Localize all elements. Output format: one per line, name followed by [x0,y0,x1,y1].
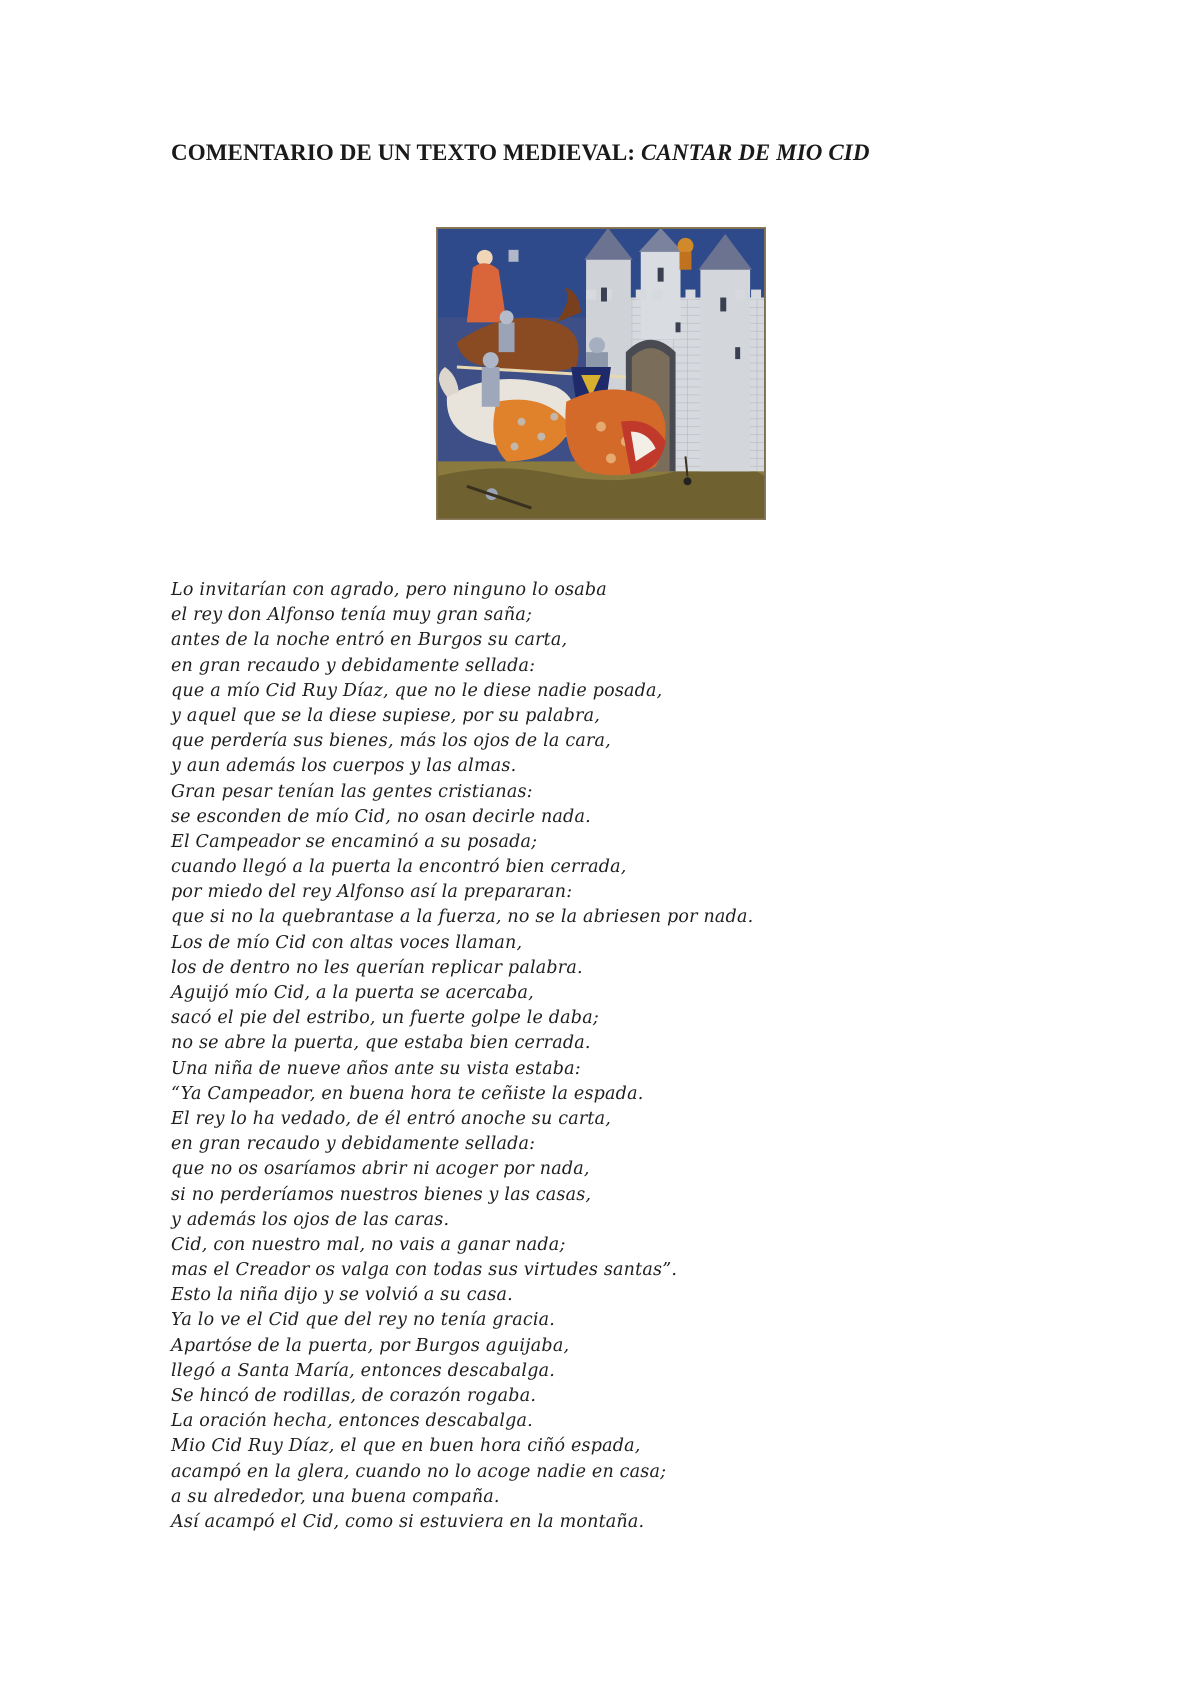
poem-line: a su alrededor, una buena compaña. [171,1486,500,1507]
title-work: CANTAR DE MIO CID [640,140,870,165]
poem-line: mas el Creador os valga con todas sus virtudes santas”. [171,1260,678,1281]
poem-line: que si no la quebrantase a la fuerza, no se la abriesen por nada. [171,907,754,928]
poem-line: Cid, con nuestro mal, no vais a ganar nada; [171,1234,566,1255]
poem-line: Esto la niña dijo y se volvió a su casa. [171,1285,513,1306]
poem-line: por miedo del rey Alfonso así la prepararan: [171,882,573,903]
poem-line: El rey lo ha vedado, de él entró anoche su carta, [171,1108,612,1129]
poem-line: que no os osaríamos abrir ni acoger por nada, [171,1159,590,1180]
poem-line: que a mío Cid Ruy Díaz, que no le diese nadie posada, [171,680,663,701]
poem-line: si no perderíamos nuestros bienes y las casas, [171,1184,592,1205]
poem-line: el rey don Alfonso tenía muy gran saña; [171,605,533,626]
poem-line: en gran recaudo y debidamente sellada: [171,655,536,676]
title-prefix: COMENTARIO DE UN TEXTO MEDIEVAL: [171,140,641,165]
poem-line: Aguijó mío Cid, a la puerta se acercaba, [171,983,534,1003]
poem-line: “Ya Campeador, en buena hora te ceñiste la espada. [171,1083,644,1104]
poem-line: Los de mío Cid con altas voces llaman, [171,932,523,953]
poem-line: Se hincó de rodillas, de corazón rogaba. [171,1386,537,1406]
page-title [171,140,1071,166]
poem-line: acampó en la glera, cuando no lo acoge nadie en casa; [171,1461,667,1482]
medieval-miniature-knights-castle-icon [436,227,766,520]
poem-line: antes de la noche entró en Burgos su carta, [171,630,568,651]
poem-line: La oración hecha, entonces descabalga. [171,1411,533,1432]
poem-line: Apartóse de la puerta, por Burgos aguijaba, [171,1335,570,1356]
poem-line: en gran recaudo y debidamente sellada: [171,1134,536,1155]
poem-line: y además los ojos de las caras. [171,1209,450,1230]
poem-line: Una niña de nueve años ante su vista estaba: [171,1058,581,1079]
poem-line: llegó a Santa María, entonces descabalga. [171,1360,556,1381]
poem-line: Mio Cid Ruy Díaz, el que en buen hora ciñó espada, [171,1436,641,1457]
poem-line: cuando llegó a la puerta la encontró bien cerrada, [171,857,627,878]
poem-line: que perdería sus bienes, más los ojos de la cara, [171,731,611,752]
poem-line: Gran pesar tenían las gentes cristianas: [171,781,533,802]
poem-line: no se abre la puerta, que estaba bien cerrada. [171,1033,591,1054]
poem-line: y aun además los cuerpos y las almas. [171,756,517,777]
poem-line: sacó el pie del estribo, un fuerte golpe le daba; [171,1008,599,1029]
poem-line: Ya lo ve el Cid que del rey no tenía gracia. [171,1310,556,1331]
poem-line: Lo invitarían con agrado, pero ninguno lo osaba [171,580,607,600]
poem-line: El Campeador se encaminó a su posada; [171,831,538,852]
poem-line: y aquel que se la diese supiese, por su palabra, [171,705,600,726]
poem-text [171,578,1071,1535]
poem-line: los de dentro no les querían replicar palabra. [171,957,583,978]
poem-line: Así acampó el Cid, como si estuviera en la montaña. [171,1511,645,1532]
poem-line: se esconden de mío Cid, no osan decirle nada. [171,806,591,827]
